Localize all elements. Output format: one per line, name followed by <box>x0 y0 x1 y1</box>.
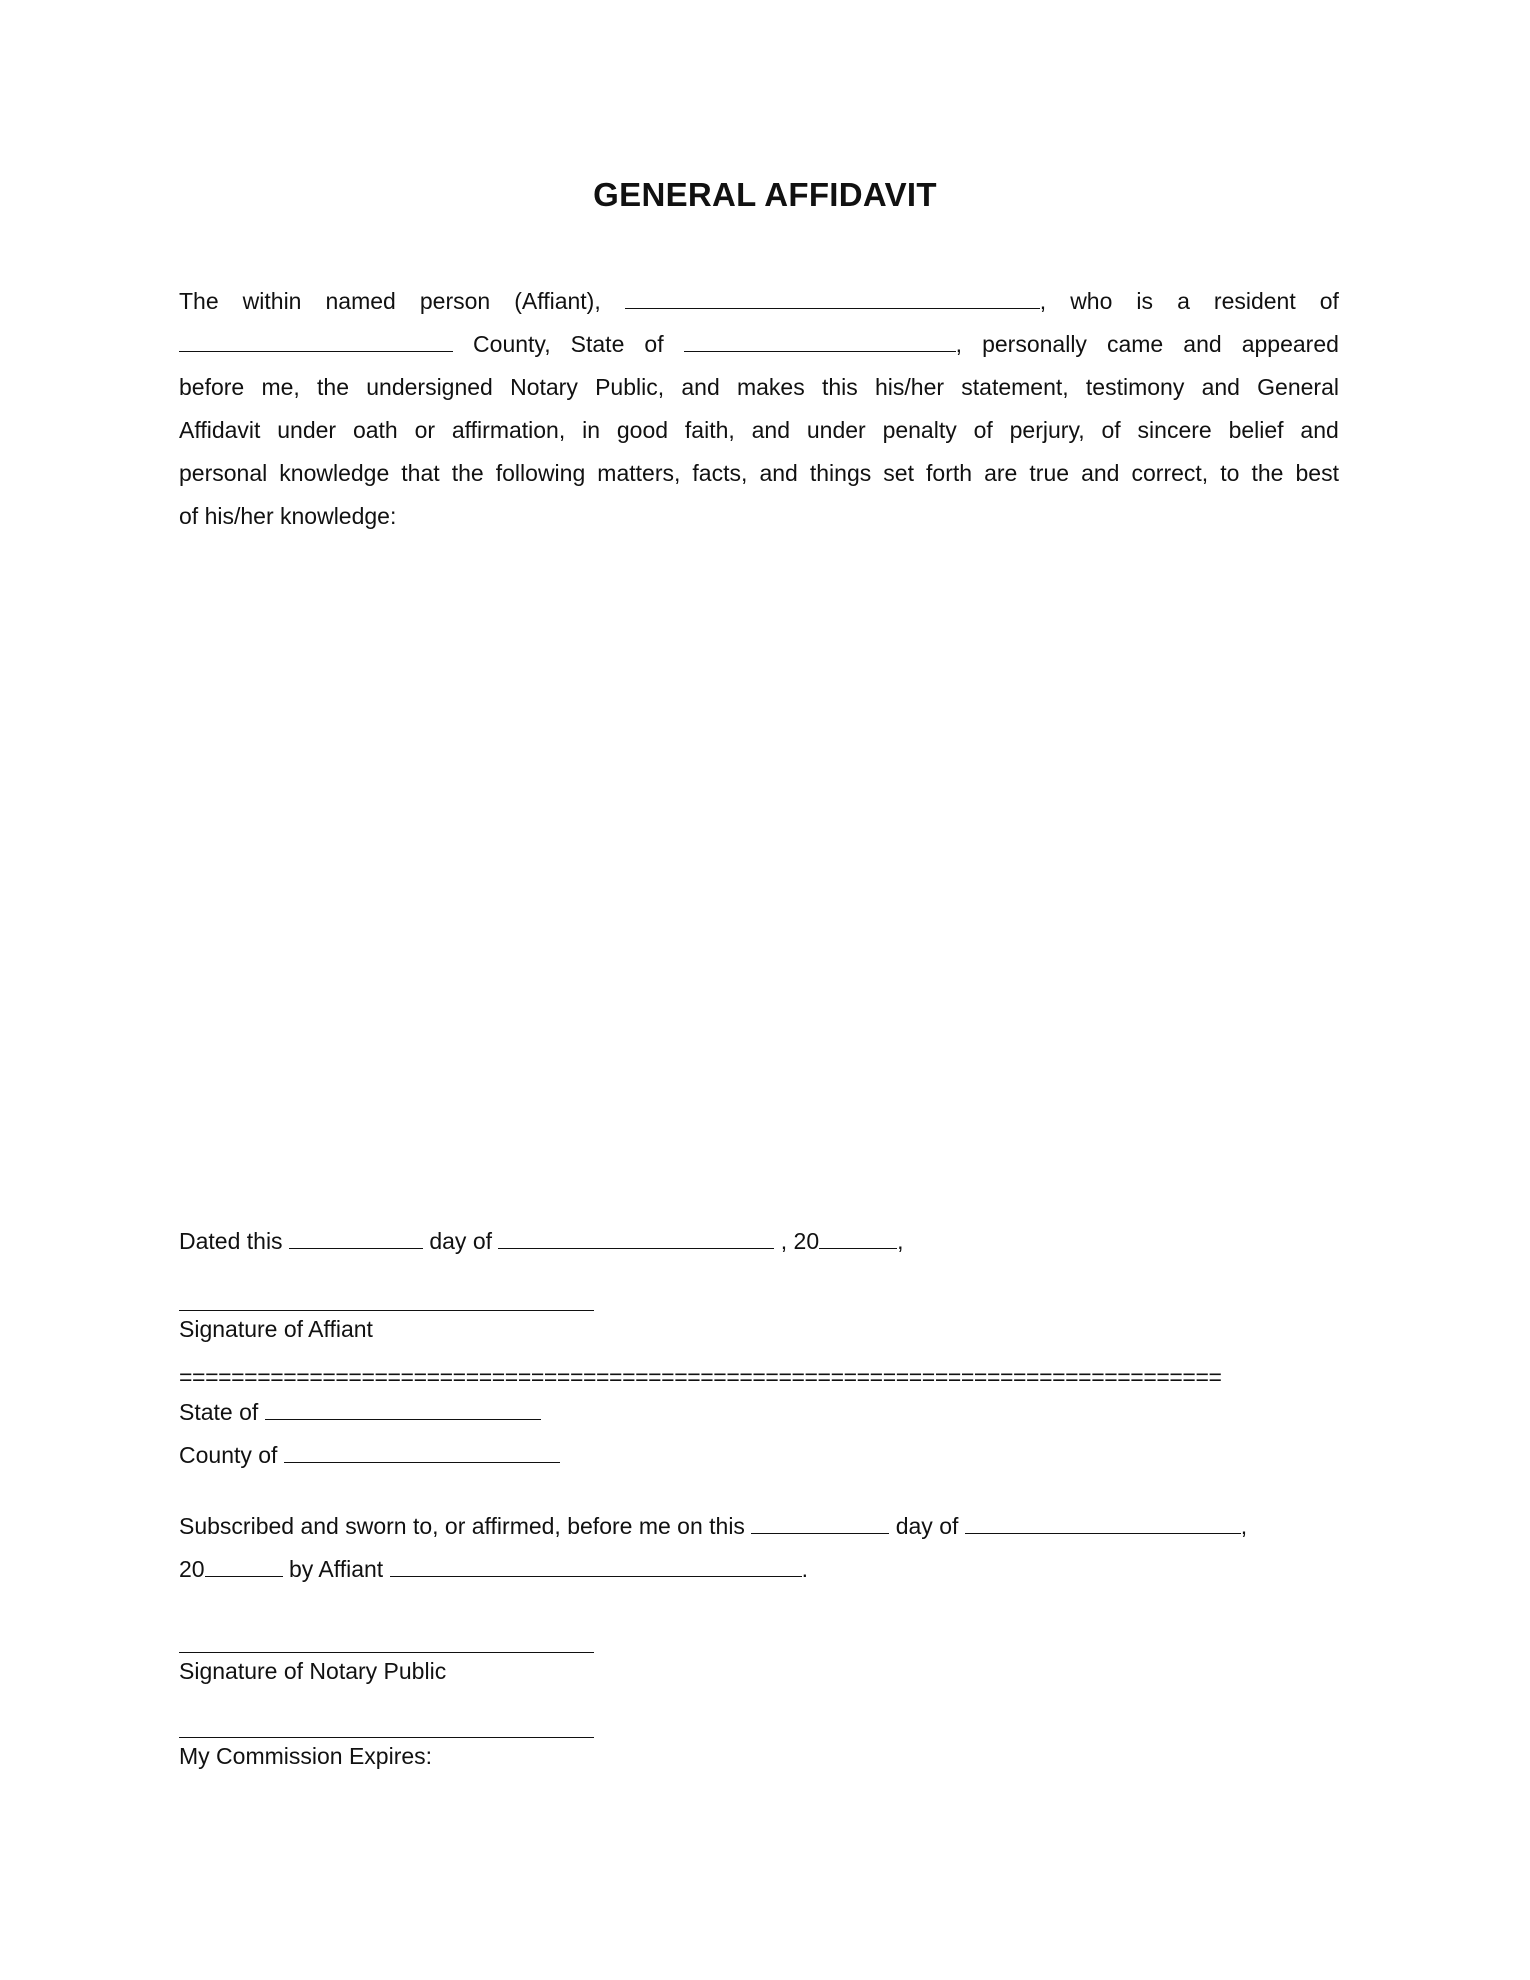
intro-word: or <box>414 417 436 443</box>
intro-word: is <box>1136 288 1154 314</box>
notary-signature-line[interactable] <box>179 1652 594 1653</box>
dated-line <box>179 1228 904 1255</box>
intro-word: following <box>495 460 586 486</box>
state-blank[interactable] <box>684 323 962 366</box>
intro-word: sincere <box>1137 417 1212 443</box>
intro-word: of <box>1319 288 1339 314</box>
state-line <box>179 1399 541 1426</box>
subscribed-affiant-blank[interactable] <box>390 1556 802 1577</box>
intro-word: and <box>681 374 720 400</box>
subscribed-year-prefix: 20 <box>179 1556 205 1582</box>
subscribed-period: . <box>801 1556 808 1582</box>
intro-word: the <box>451 460 484 486</box>
dated-year-blank[interactable] <box>819 1228 897 1249</box>
intro-word: faith, <box>684 417 735 443</box>
intro-word: Notary <box>510 374 578 400</box>
intro-word: and <box>751 417 791 443</box>
intro-line-5 <box>179 452 1339 495</box>
intro-word: named <box>325 288 396 314</box>
intro-word: testimony <box>1085 374 1185 400</box>
subscribed-year-blank[interactable] <box>205 1556 283 1577</box>
intro-word: statement, <box>961 374 1069 400</box>
dated-year-prefix: , 20 <box>780 1228 820 1254</box>
intro-word: Affidavit <box>179 417 261 443</box>
separator-line: ================================================================================ <box>179 1364 1222 1390</box>
intro-word: oath <box>352 417 398 443</box>
state-field-blank[interactable] <box>265 1399 541 1420</box>
intro-word: best <box>1295 460 1339 486</box>
commission-line[interactable] <box>179 1737 594 1738</box>
intro-word: and <box>1081 460 1120 486</box>
state-label: State of <box>179 1399 259 1425</box>
intro-word: within <box>242 288 302 314</box>
intro-word: personally <box>982 331 1087 357</box>
intro-word: and <box>1183 331 1222 357</box>
intro-word: this <box>821 374 858 400</box>
intro-word: affirmation, <box>451 417 566 443</box>
intro-word: in <box>582 417 601 443</box>
intro-word: person <box>419 288 491 314</box>
county-field-blank[interactable] <box>284 1442 560 1463</box>
intro-word: and <box>759 460 798 486</box>
intro-line-1 <box>179 280 1339 323</box>
intro-word: me, <box>261 374 300 400</box>
subscribed-by-affiant: by Affiant <box>288 1556 384 1582</box>
intro-line-2 <box>179 323 1339 366</box>
county-line <box>179 1442 560 1469</box>
intro-word: perjury, <box>1009 417 1085 443</box>
intro-word: forth <box>926 460 973 486</box>
subscribed-month-blank[interactable] <box>965 1513 1241 1534</box>
intro-line-4 <box>179 409 1339 452</box>
intro-word: (Affiant), <box>514 288 601 314</box>
dated-prefix: Dated this <box>179 1228 283 1254</box>
intro-word: General <box>1257 374 1339 400</box>
intro-word: personal <box>179 460 268 486</box>
subscribed-day-of: day of <box>895 1513 959 1539</box>
intro-word: resident <box>1213 288 1296 314</box>
intro-word: of <box>1101 417 1121 443</box>
intro-word: came <box>1106 331 1164 357</box>
intro-word: Public, <box>595 374 665 400</box>
intro-word: good <box>616 417 669 443</box>
notary-signature-label: Signature of Notary Public <box>179 1658 447 1684</box>
intro-word: under <box>277 417 337 443</box>
intro-word: and <box>1201 374 1240 400</box>
intro-word: are <box>984 460 1018 486</box>
intro-word: State <box>570 331 625 357</box>
intro-word: of <box>973 417 993 443</box>
dated-month-blank[interactable] <box>498 1228 774 1249</box>
intro-word: facts, <box>692 460 748 486</box>
intro-word: matters, <box>597 460 681 486</box>
intro-word: knowledge <box>279 460 390 486</box>
intro-word: , <box>1039 288 1047 314</box>
affiant-name-blank[interactable] <box>625 280 1046 323</box>
subscribed-prefix: Subscribed and sworn to, or affirmed, before me on this <box>179 1513 745 1539</box>
dated-day-of: day of <box>429 1228 492 1254</box>
intro-word: set <box>883 460 914 486</box>
subscribed-line-2 <box>179 1556 808 1583</box>
intro-word: , <box>955 331 963 357</box>
intro-word: a <box>1177 288 1190 314</box>
subscribed-day-blank[interactable] <box>751 1513 889 1534</box>
affiant-signature-line[interactable] <box>179 1310 594 1311</box>
intro-word: his/her <box>874 374 945 400</box>
county-label: County of <box>179 1442 278 1468</box>
intro-line-3 <box>179 366 1339 409</box>
intro-word: things <box>809 460 872 486</box>
affiant-signature-label: Signature of Affiant <box>179 1316 373 1342</box>
commission-label: My Commission Expires: <box>179 1743 433 1769</box>
dated-day-blank[interactable] <box>289 1228 423 1249</box>
intro-word: The <box>179 288 219 314</box>
intro-word: who <box>1070 288 1113 314</box>
intro-word: belief <box>1228 417 1284 443</box>
intro-word: makes <box>736 374 805 400</box>
county-blank[interactable] <box>179 331 453 352</box>
intro-word: and <box>1300 417 1339 443</box>
intro-word: before <box>179 374 245 400</box>
intro-word: appeared <box>1241 331 1339 357</box>
intro-word: that <box>401 460 440 486</box>
document-title: GENERAL AFFIDAVIT <box>593 176 937 213</box>
intro-word: County, <box>473 331 551 357</box>
intro-word: true <box>1029 460 1070 486</box>
intro-word: the <box>1251 460 1284 486</box>
intro-word: the <box>317 374 350 400</box>
intro-word: under <box>806 417 866 443</box>
intro-word: correct, <box>1131 460 1209 486</box>
subscribed-line-1 <box>179 1513 1247 1540</box>
intro-line-6: of his/her knowledge: <box>179 503 397 529</box>
intro-word: to <box>1220 460 1240 486</box>
intro-word: of <box>644 331 664 357</box>
intro-word: undersigned <box>366 374 493 400</box>
intro-paragraph <box>179 280 1339 538</box>
intro-word: penalty <box>882 417 957 443</box>
dated-suffix: , <box>897 1228 904 1254</box>
subscribed-comma: , <box>1240 1513 1248 1539</box>
